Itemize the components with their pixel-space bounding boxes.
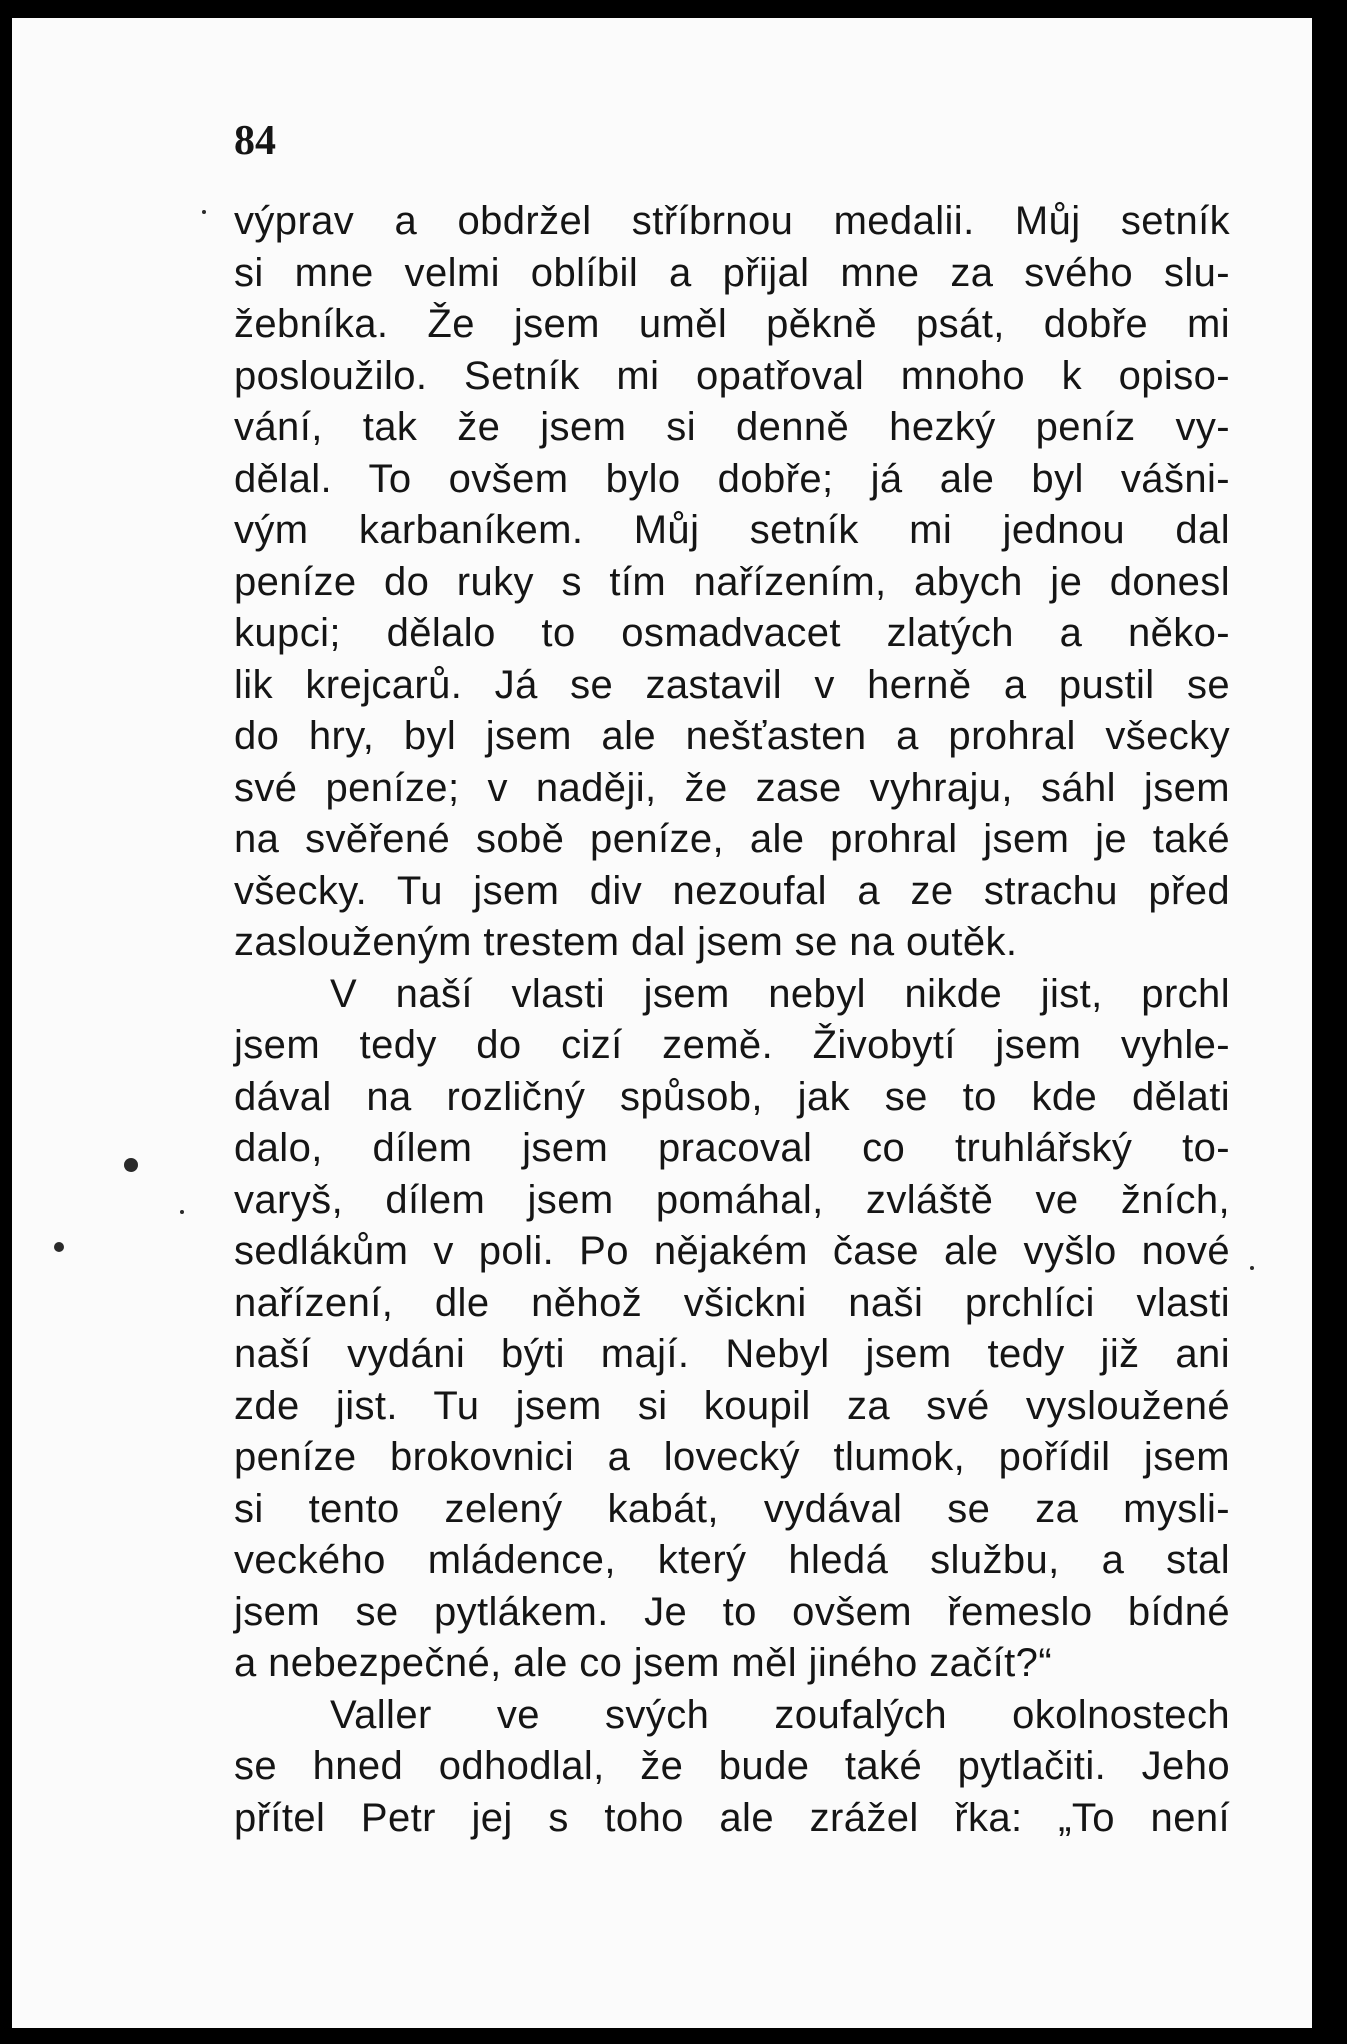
text-line: peníze do ruky s tím nařízením, abych je donesl [234,559,1230,604]
text-line: kupci; dělalo to osmadvacet zlatých a něko- [234,611,1230,655]
text-line: peníze brokovnici a lovecký tlumok, pořídil jsem [234,1435,1230,1479]
text-line: přítel Petr jej s toho ale zrážel řka: „To není [234,1795,1230,1840]
print-speck [1250,1266,1254,1270]
text-line: sedlákům v poli. Po nějakém čase ale vyšlo nové [234,1229,1230,1273]
text-line: V naší vlasti jsem nebyl nikde jist, prchl [330,971,1230,1016]
text-line: jsem se pytlákem. Je to ovšem řemeslo bídné [234,1589,1230,1634]
text-line: na svěřené sobě peníze, ale prohral jsem je také [234,817,1230,861]
print-speck [54,1242,64,1252]
text-line: veckého mládence, který hledá službu, a stal [234,1538,1230,1582]
text-line: varyš, dílem jsem pomáhal, zvláště ve žních, [234,1177,1230,1222]
text-line: jsem tedy do cizí země. Živobytí jsem vyhle- [234,1023,1230,1067]
text-line: dával na rozličný spůsob, jak se to kde dělati [234,1074,1230,1119]
text-line: své peníze; v naději, že zase vyhraju, sáhl jsem [234,765,1230,810]
text-line: vým karbaníkem. Můj setník mi jednou dal [234,508,1230,552]
text-line: dělal. To ovšem bylo dobře; já ale byl vášni- [234,456,1230,501]
text-line: naší vydáni býti mají. Nebyl jsem tedy již ani [234,1332,1230,1376]
text-line: zde jist. Tu jsem si koupil za své vysloužené [234,1383,1230,1428]
print-speck [124,1158,138,1172]
text-line: výprav a obdržel stříbrnou medalii. Můj setník [234,199,1230,243]
body-text [234,196,1230,1844]
book-page [12,18,1312,2028]
text-line: vání, tak že jsem si denně hezký peníz vy- [234,405,1230,449]
print-speck [180,1210,184,1214]
text-line: a nebezpečné, ale co jsem měl jiného začít?“ [234,1641,1053,1685]
text-line: posloužilo. Setník mi opatřoval mnoho k opiso- [234,353,1230,398]
text-line: se hned odhodlal, že bude také pytlačiti. Jeho [234,1744,1230,1788]
text-line: lik krejcarů. Já se zastavil v herně a pustil se [234,662,1230,707]
text-line: si tento zelený kabát, vydával se za mysli- [234,1486,1230,1531]
text-line: žebníka. Že jsem uměl pěkně psát, dobře mi [234,302,1230,346]
text-line: zaslouženým trestem dal jsem se na outěk. [234,920,1018,964]
text-line: si mne velmi oblíbil a přijal mne za svého slu- [234,250,1230,295]
text-line: do hry, byl jsem ale nešťasten a prohral všecky [234,714,1230,758]
text-line: všecky. Tu jsem div nezoufal a ze strachu před [234,868,1230,913]
text-line: Valler ve svých zoufalých okolnostech [330,1692,1230,1737]
text-line: nařízení, dle něhož všickni naši prchlíci vlasti [234,1280,1230,1325]
page-number: 84 [234,118,276,164]
text-line: dalo, dílem jsem pracoval co truhlářský to- [234,1126,1230,1170]
print-speck [202,210,206,214]
